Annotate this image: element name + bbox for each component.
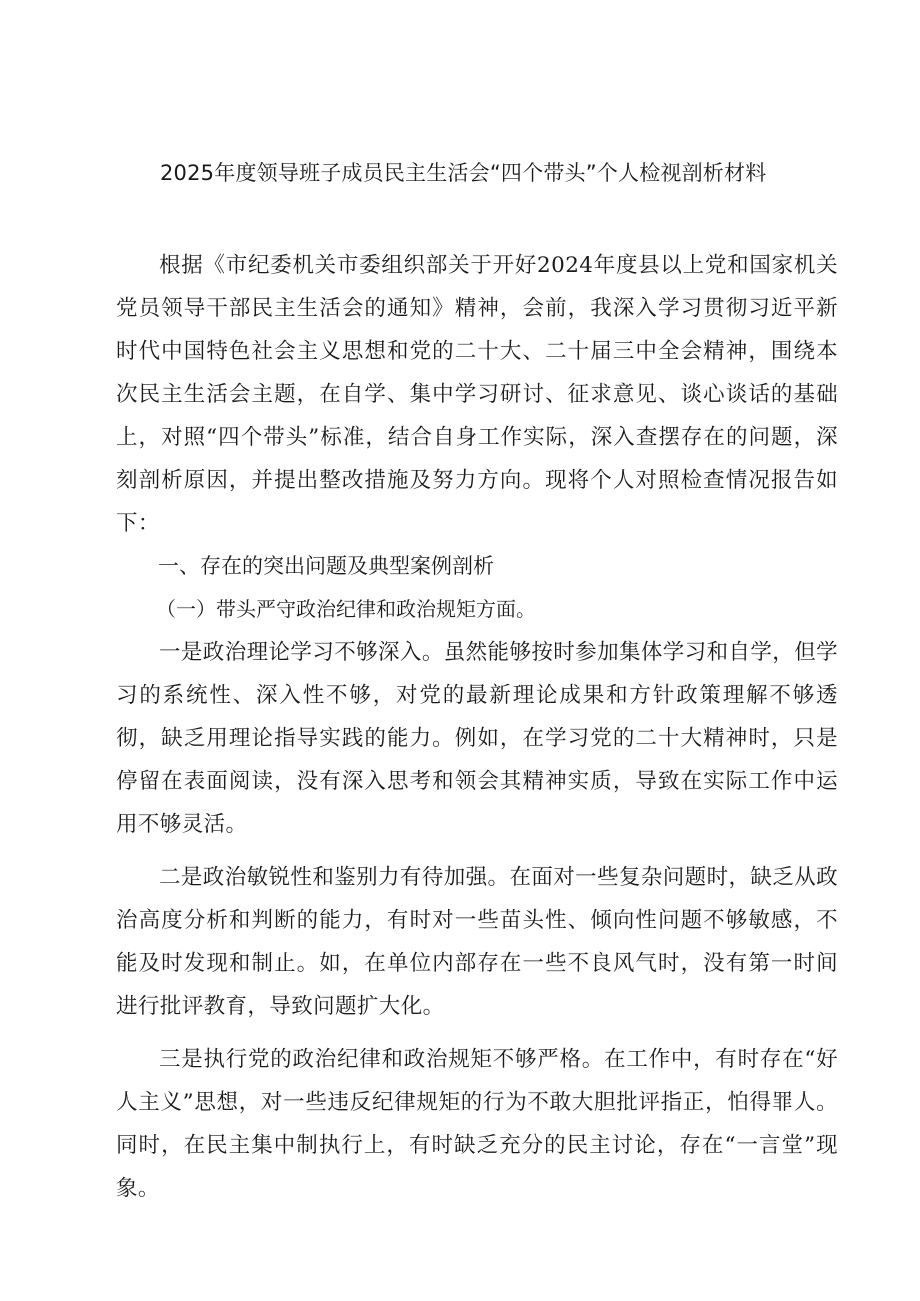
point-paragraph-1: 一是政治理论学习不够深入。虽然能够按时参加集体学习和自学，但学习的系统性、深入性不够，对党的最新理论成果和方针政策理解不够透彻，缺乏用理论指导实践的能力。例如，在学习党的二十大精神时，只是停留在表面阅读，没有深入思考和领会其精神实质，导致在实际工作中运用不够灵活。 [116,640,838,837]
subsection-heading: （一）带头严守政治纪律和政治规矩方面。 [156,597,536,621]
point-paragraph-2: 二是政治敏锐性和鉴别力有待加强。在面对一些复杂问题时，缺乏从政治高度分析和判断的能力，有时对一些苗头性、倾向性问题不够敏感，不能及时发现和制止。如，在单位内部存在一些不良风气时，没有第一时间进行批评教育，导致问题扩大化。 [116,865,838,1019]
paragraph-gap [116,1028,838,1038]
section-heading: 一、存在的突出问题及典型案例剖析 [158,554,494,578]
intro-paragraph: 根据《市纪委机关市委组织部关于开好2024年度县以上党和国家机关党员领导干部民主生活会的通知》精神，会前，我深入学习贯彻习近平新时代中国特色社会主义思想和党的二十大、二十届三中全会精神，围绕本次民主生活会主题，在自学、集中学习研讨、征求意见、谈心谈话的基础上，对照“四个带头”标准，结合自身工作实际，深入查摆存在的问题，深刻剖析原因，并提出整改措施及努力方向。现将个人对照检查情况报告如下： [116,253,838,536]
document-body [116,244,838,1210]
point-paragraph-3: 三是执行党的政治纪律和政治规矩不够严格。在工作中，有时存在“好人主义”思想，对一些违反纪律规矩的行为不敢大胆批评指正，怕得罪人。同时，在民主集中制执行上，有时缺乏充分的民主讨论，存在“一言堂”现象。 [116,1047,838,1201]
document-title: 2025年度领导班子成员民主生活会“四个带头”个人检视剖析材料 [160,161,767,185]
paragraph-gap [116,846,838,856]
